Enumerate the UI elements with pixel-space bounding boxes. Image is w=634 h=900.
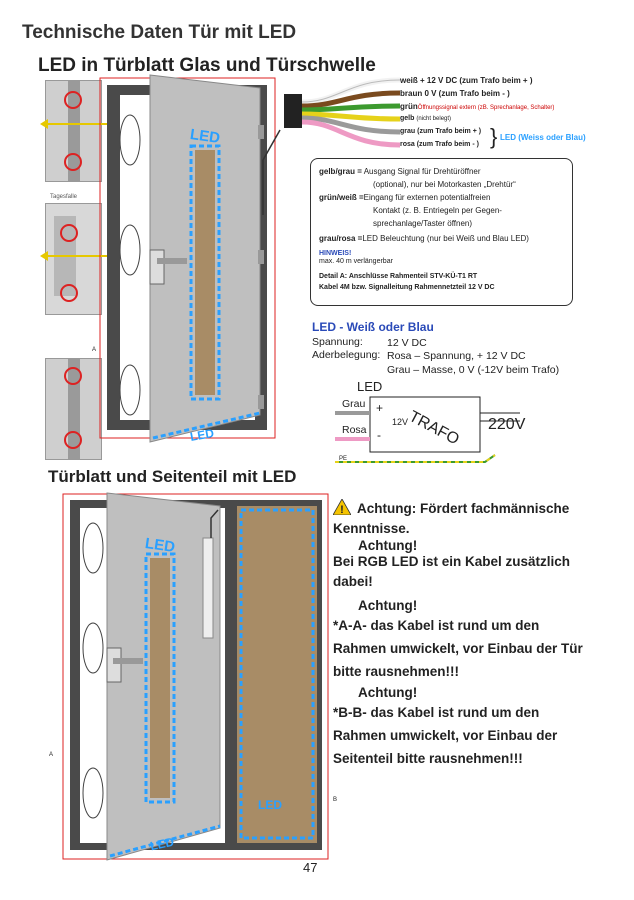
svg-text:!: ! — [340, 504, 344, 515]
led-spec-title: LED - Weiß oder Blau — [312, 320, 434, 334]
led-bracket-label: LED (Weiss oder Blau) — [500, 133, 586, 142]
tagesfalle-label: Tagesfalle — [50, 194, 78, 200]
led-spec-ader-label: Aderbelegung: — [312, 349, 381, 361]
info-gr-key: grau/rosa = — [319, 234, 363, 243]
led-spec-ader-value2: Grau – Masse, 0 V (-12V beim Trafo) — [387, 364, 560, 376]
door-diagram-bottom — [55, 488, 340, 868]
info-gr-text: LED Beleuchtung (nur bei Weiß und Blau LED) — [362, 234, 529, 243]
info-detail2: Kabel 4M bzw. Signalleitung Rahmennetzteil 12 V DC — [319, 284, 495, 291]
wire-bracket: } — [490, 124, 498, 149]
section-title-sidepanel: Türblatt und Seitenteil mit LED — [48, 467, 297, 486]
info-gg-text1: Ausgang Signal für Drehtüröffner — [363, 167, 481, 176]
trafo-minus-label: - — [377, 428, 381, 442]
marker-b-bottom: B — [333, 797, 338, 803]
warning-1 — [333, 498, 603, 520]
trafo-220v-label: 220V — [488, 416, 526, 433]
warning-2-text: Bei RGB LED ist ein Kabel zusätzlich dabei! — [333, 554, 571, 589]
marker-a-bottom: A — [49, 752, 54, 758]
led-label-threshold-bottom: LED — [148, 834, 176, 854]
wire-green-name: grün — [400, 102, 418, 111]
warning-3-title: Achtung! — [358, 598, 418, 613]
info-gw-text2: Kontakt (z. B. Entriegeln per Gegen- — [373, 206, 502, 215]
info-hinweis-label: HINWEIS! — [319, 250, 352, 257]
led-spec-ader-value1: Rosa – Spannung, + 12 V DC — [387, 350, 526, 362]
warning-2-title: Achtung! — [358, 538, 418, 553]
warning-4-text: *B-B- das Kabel ist rund um den Rahmen umwickelt, vor Einbau der Seitenteil bitte rausnehmen!!! — [333, 705, 558, 766]
wire-brown-label: braun 0 V (zum Trafo beim - ) — [400, 89, 510, 98]
warning-icon — [333, 499, 351, 515]
trafo-12v-label: 12V — [392, 417, 409, 427]
info-gw-text3: sprechanlage/Taster öffnen) — [373, 219, 473, 228]
wire-pink-label: rosa (zum Trafo beim - ) — [400, 141, 479, 148]
led-spec-spannung-label: Spannung: — [312, 336, 363, 348]
info-detail1: Detail A: Anschlüsse Rahmenteil STV-KÜ-T1 RT — [319, 273, 478, 280]
info-gw-key: grün/weiß = — [319, 193, 364, 202]
wire-white-label: weiß + 12 V DC (zum Trafo beim + ) — [400, 76, 533, 85]
trafo-name-label: TRAFO — [406, 408, 462, 449]
wire-grey-label: grau (zum Trafo beim + ) — [400, 128, 482, 135]
info-hinweis-text: max. 40 m verlängerbar — [319, 258, 393, 265]
info-gg-key: gelb/grau = — [319, 167, 362, 176]
wire-yellow-name: gelb — [400, 115, 415, 122]
section-title-glass: LED in Türblatt Glas und Türschwelle — [38, 55, 376, 76]
hardware-photo-top — [45, 80, 102, 182]
warning-3-text: *A-A- das Kabel ist rund um den Rahmen umwickelt, vor Einbau der Tür bitte rausnehmen!!! — [333, 618, 583, 679]
led-label-sidepanel: LED — [258, 798, 282, 812]
trafo-grau-label: Grau — [342, 398, 366, 410]
led-label-glass-top: LED — [188, 125, 222, 148]
warning-1-line1: Achtung: Fördert fachmännische — [357, 501, 570, 516]
wire-bundle — [278, 72, 408, 152]
marker-a-top: A — [92, 347, 97, 353]
trafo-led-label: LED — [357, 379, 383, 394]
door-diagram-top — [95, 70, 285, 450]
page-number: 47 — [303, 860, 318, 875]
warning-1-line2: Kenntnisse. — [333, 521, 410, 536]
wire-green-note: Öffnungssignal extern (zB. Sprechanlage, Schalter) — [417, 105, 555, 111]
hardware-photo-bottom — [45, 358, 102, 460]
wire-yellow-label — [400, 115, 451, 122]
trafo-pe-label: PE — [339, 456, 348, 462]
trafo-plus-label: + — [376, 401, 384, 415]
page-title: Technische Daten Tür mit LED — [22, 22, 297, 43]
warning-4-title: Achtung! — [358, 685, 418, 700]
wiring-info-box — [310, 158, 573, 306]
trafo-rosa-label: Rosa — [342, 424, 367, 436]
wire-green-label — [400, 102, 554, 111]
led-label-threshold-top: LED — [188, 426, 216, 444]
led-label-glass-bottom: LED — [143, 534, 177, 557]
info-gg-text2: (optional), nur bei Motorkasten „Drehtür“ — [373, 180, 516, 189]
info-gw-text1: Eingang für externen potentialfreien — [363, 193, 491, 202]
led-spec-spannung-value: 12 V DC — [387, 337, 427, 349]
wire-yellow-note: (nicht belegt) — [416, 116, 452, 122]
